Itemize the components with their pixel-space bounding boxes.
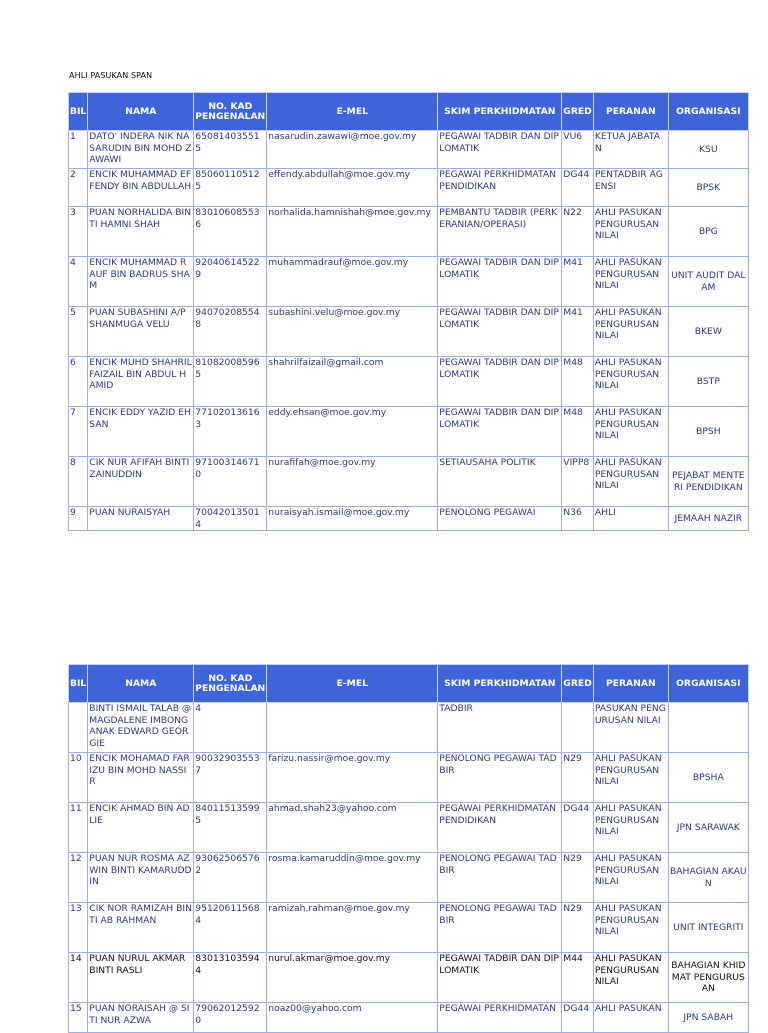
cell-gred: M41 [562, 307, 594, 357]
header-bil: BIL [69, 93, 88, 131]
cell-nama: ENCIK AHMAD BIN ADLIE [88, 803, 194, 853]
cell-peranan: AHLI PASUKAN PENGURUSAN NILAI [593, 753, 668, 803]
cell-gred: M44 [562, 953, 594, 1003]
cell-skim: PENOLONG PEGAWAI TADBIR [438, 753, 562, 803]
header-peranan: PERANAN [593, 93, 668, 131]
cell-peranan: AHLI PASUKAN PENGURUSAN NILAI [593, 207, 668, 257]
cell-kad: 900329035537 [194, 753, 267, 803]
members-table-1 [68, 92, 749, 531]
cell-skim: SETIAUSAHA POLITIK [438, 457, 562, 507]
table-row [69, 703, 749, 753]
cell-skim: PENOLONG PEGAWAI [438, 507, 562, 531]
cell-bil: 2 [69, 169, 88, 207]
cell-emel: shahrilfaizail@gmail.com [267, 357, 438, 407]
cell-gred: N36 [562, 507, 594, 531]
cell-skim: PEGAWAI PERKHIDMATAN PENDIDIKAN [438, 169, 562, 207]
cell-bil: 8 [69, 457, 88, 507]
cell-bil: 5 [69, 307, 88, 357]
cell-skim: PEGAWAI TADBIR DAN DIPLOMATIK [438, 953, 562, 1003]
cell-gred: M48 [562, 357, 594, 407]
cell-peranan: KETUA JABATAN [593, 131, 668, 169]
cell-organisasi: BAHAGIAN AKAUN [668, 853, 748, 903]
cell-peranan: PENTADBIR AGENSI [593, 169, 668, 207]
cell-nama: DATO' INDERA NIK NASARUDIN BIN MOHD ZAWAWI [88, 131, 194, 169]
cell-kad: 850601105125 [194, 169, 267, 207]
cell-kad: 930625065762 [194, 853, 267, 903]
cell-kad: 940702085548 [194, 307, 267, 357]
table-row [69, 407, 749, 457]
header-nama: NAMA [88, 93, 194, 131]
cell-nama: PUAN NURUL AKMAR BINTI RASLI [88, 953, 194, 1003]
table-row [69, 1003, 749, 1033]
document-title: AHLI PASUKAN SPAN [69, 71, 153, 80]
cell-nama: ENCIK MUHD SHAHRILFAIZAIL BIN ABDUL HAMID [88, 357, 194, 407]
header-skim: SKIM PERKHIDMATAN [438, 93, 562, 131]
cell-nama: CIK NOR RAMIZAH BINTI AB RAHMAN [88, 903, 194, 953]
cell-skim: PEGAWAI PERKHIDMATAN [438, 1003, 562, 1033]
cell-emel [267, 703, 438, 753]
cell-gred: N22 [562, 207, 594, 257]
cell-gred: N29 [562, 753, 594, 803]
header-emel: E-MEL [267, 93, 438, 131]
cell-organisasi: BSTP [668, 357, 748, 407]
table-row [69, 457, 749, 507]
cell-bil [69, 703, 88, 753]
cell-organisasi: JEMAAH NAZIR [668, 507, 748, 531]
cell-kad: 810820085965 [194, 357, 267, 407]
table-2-body [69, 703, 749, 1033]
cell-nama: ENCIK MOHAMAD FARIZU BIN MOHD NASSIR [88, 753, 194, 803]
cell-gred: M41 [562, 257, 594, 307]
cell-peranan: AHLI PASUKAN PENGURUSAN NILAI [593, 257, 668, 307]
cell-organisasi: BPSK [668, 169, 748, 207]
cell-gred: DG44 [562, 169, 594, 207]
cell-gred [562, 703, 594, 753]
cell-bil: 3 [69, 207, 88, 257]
cell-nama: PUAN SUBASHINI A/P SHANMUGA VELU [88, 307, 194, 357]
cell-nama: ENCIK EDDY YAZID EHSAN [88, 407, 194, 457]
table-row [69, 357, 749, 407]
cell-nama: PUAN NORAISAH @ SITI NUR AZWA [88, 1003, 194, 1033]
table-row [69, 903, 749, 953]
cell-kad: 830106085536 [194, 207, 267, 257]
cell-peranan: AHLI PASUKAN PENGURUSAN NILAI [593, 407, 668, 457]
cell-emel: ramizah.rahman@moe.gov.my [267, 903, 438, 953]
header-organisasi: ORGANISASI [668, 665, 748, 703]
cell-skim: PEMBANTU TADBIR (PERKERANIAN/OPERASI) [438, 207, 562, 257]
table-row [69, 257, 749, 307]
cell-kad: 951206115684 [194, 903, 267, 953]
cell-kad: 4 [194, 703, 267, 753]
cell-organisasi: BPG [668, 207, 748, 257]
cell-emel: nasarudin.zawawi@moe.gov.my [267, 131, 438, 169]
cell-organisasi: BAHAGIAN KHIDMAT PENGURUSAN [668, 953, 748, 1003]
cell-kad: 790620125920 [194, 1003, 267, 1033]
cell-organisasi: PEJABAT MENTERI PENDIDIKAN [668, 457, 748, 507]
cell-skim: PENOLONG PEGAWAI TADBIR [438, 903, 562, 953]
cell-peranan: AHLI PASUKAN PENGURUSAN NILAI [593, 853, 668, 903]
table-row [69, 953, 749, 1003]
cell-organisasi: UNIT AUDIT DALAM [668, 257, 748, 307]
table-row [69, 753, 749, 803]
header-kad: NO. KAD PENGENALAN [194, 665, 267, 703]
cell-kad: 971003146710 [194, 457, 267, 507]
cell-bil: 11 [69, 803, 88, 853]
cell-bil: 4 [69, 257, 88, 307]
cell-emel: ahmad.shah23@yahoo.com [267, 803, 438, 853]
table-row [69, 207, 749, 257]
cell-skim: PEGAWAI TADBIR DAN DIPLOMATIK [438, 407, 562, 457]
cell-nama: PUAN NUR ROSMA AZWIN BINTI KAMARUDDIN [88, 853, 194, 903]
cell-kad: 700420135014 [194, 507, 267, 531]
table-row [69, 307, 749, 357]
cell-gred: DG44 [562, 1003, 594, 1033]
cell-gred: VU6 [562, 131, 594, 169]
cell-organisasi [668, 703, 748, 753]
table-row [69, 131, 749, 169]
cell-peranan: AHLI PASUKAN PENGURUSAN NILAI [593, 457, 668, 507]
cell-peranan: AHLI PASUKAN PENGURUSAN NILAI [593, 357, 668, 407]
cell-emel: norhalida.hamnishah@moe.gov.my [267, 207, 438, 257]
table-header-row [69, 665, 749, 703]
table-row [69, 507, 749, 531]
cell-emel: nurul.akmar@moe.gov.my [267, 953, 438, 1003]
cell-nama: ENCIK MUHAMMAD EFFENDY BIN ABDULLAH [88, 169, 194, 207]
cell-emel: eddy.ehsan@moe.gov.my [267, 407, 438, 457]
cell-emel: noaz00@yahoo.com [267, 1003, 438, 1033]
cell-bil: 10 [69, 753, 88, 803]
cell-bil: 7 [69, 407, 88, 457]
cell-peranan: AHLI [593, 507, 668, 531]
cell-bil: 1 [69, 131, 88, 169]
members-table-2 [68, 664, 749, 1033]
cell-emel: muhammadrauf@moe.gov.my [267, 257, 438, 307]
table-header-row [69, 93, 749, 131]
cell-kad: 830131035944 [194, 953, 267, 1003]
header-emel: E-MEL [267, 665, 438, 703]
header-bil: BIL [69, 665, 88, 703]
cell-skim: PEGAWAI PERKHIDMATAN PENDIDIKAN [438, 803, 562, 853]
cell-skim: PENOLONG PEGAWAI TADBIR [438, 853, 562, 903]
header-organisasi: ORGANISASI [668, 93, 748, 131]
cell-kad: 840115135995 [194, 803, 267, 853]
cell-gred: N29 [562, 903, 594, 953]
cell-emel: nuraisyah.ismail@moe.gov.my [267, 507, 438, 531]
cell-emel: nurafifah@moe.gov.my [267, 457, 438, 507]
cell-bil: 14 [69, 953, 88, 1003]
cell-kad: 920406145229 [194, 257, 267, 307]
cell-organisasi: JPN SARAWAK [668, 803, 748, 853]
cell-skim: PEGAWAI TADBIR DAN DIPLOMATIK [438, 357, 562, 407]
cell-emel: farizu.nassir@moe.gov.my [267, 753, 438, 803]
cell-bil: 9 [69, 507, 88, 531]
cell-nama: PUAN NORHALIDA BINTI HAMNI SHAH [88, 207, 194, 257]
table-row [69, 853, 749, 903]
cell-peranan: AHLI PASUKAN [593, 1003, 668, 1033]
cell-peranan: PASUKAN PENGURUSAN NILAI [593, 703, 668, 753]
cell-bil: 13 [69, 903, 88, 953]
table-row [69, 169, 749, 207]
cell-organisasi: BPSH [668, 407, 748, 457]
cell-emel: subashini.velu@moe.gov.my [267, 307, 438, 357]
cell-gred: DG44 [562, 803, 594, 853]
cell-kad: 650814035515 [194, 131, 267, 169]
table-row [69, 803, 749, 853]
cell-bil: 15 [69, 1003, 88, 1033]
cell-gred: N29 [562, 853, 594, 903]
cell-organisasi: JPN SABAH [668, 1003, 748, 1033]
cell-gred: M48 [562, 407, 594, 457]
header-kad: NO. KAD PENGENALAN [194, 93, 267, 131]
cell-skim: PEGAWAI TADBIR DAN DIPLOMATIK [438, 307, 562, 357]
cell-organisasi: UNIT INTEGRITI [668, 903, 748, 953]
header-nama: NAMA [88, 665, 194, 703]
cell-peranan: AHLI PASUKAN PENGURUSAN NILAI [593, 903, 668, 953]
cell-skim: TADBIR [438, 703, 562, 753]
header-gred: GRED [562, 93, 594, 131]
cell-organisasi: BPSHA [668, 753, 748, 803]
cell-kad: 771020136163 [194, 407, 267, 457]
cell-emel: effendy.abdullah@moe.gov.my [267, 169, 438, 207]
cell-skim: PEGAWAI TADBIR DAN DIPLOMATIK [438, 257, 562, 307]
header-peranan: PERANAN [593, 665, 668, 703]
cell-nama: ENCIK MUHAMMAD RAUF BIN BADRUS SHAM [88, 257, 194, 307]
table-1-body [69, 131, 749, 531]
cell-nama: CIK NUR AFIFAH BINTI ZAINUDDIN [88, 457, 194, 507]
cell-emel: rosma.kamaruddin@moe.gov.my [267, 853, 438, 903]
cell-peranan: AHLI PASUKAN PENGURUSAN NILAI [593, 803, 668, 853]
header-skim: SKIM PERKHIDMATAN [438, 665, 562, 703]
cell-nama: BINTI ISMAIL TALAB @MAGDALENE IMBONG ANAK EDWARD GEORGIE [88, 703, 194, 753]
cell-gred: VIPP8 [562, 457, 594, 507]
cell-peranan: AHLI PASUKAN PENGURUSAN NILAI [593, 307, 668, 357]
cell-bil: 12 [69, 853, 88, 903]
header-gred: GRED [562, 665, 594, 703]
cell-organisasi: KSU [668, 131, 748, 169]
cell-bil: 6 [69, 357, 88, 407]
cell-nama: PUAN NURAISYAH [88, 507, 194, 531]
cell-organisasi: BKEW [668, 307, 748, 357]
cell-peranan: AHLI PASUKAN PENGURUSAN NILAI [593, 953, 668, 1003]
cell-skim: PEGAWAI TADBIR DAN DIPLOMATIK [438, 131, 562, 169]
